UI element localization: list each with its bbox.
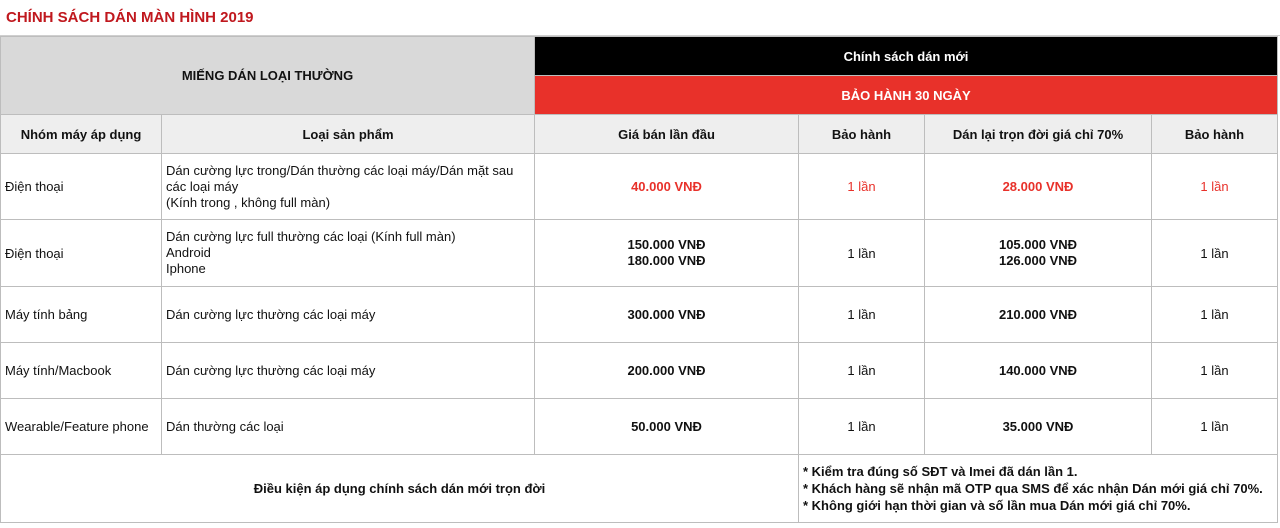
price-value: 180.000 VNĐ [627,253,706,268]
table-row [1,154,1278,220]
page-title: CHÍNH SÁCH DÁN MÀN HÌNH 2019 [0,0,1280,36]
cell-warranty-reapply: 1 lần [1152,287,1278,343]
column-header-reapply-price: Dán lại trọn đời giá chỉ 70% [925,115,1152,154]
cell-warranty: 1 lần [799,154,925,220]
cell-reapply-price [925,399,1152,455]
price-value: 28.000 VNĐ [1002,178,1074,194]
cell-device-group: Wearable/Feature phone [1,399,162,455]
cell-warranty: 1 lần [799,343,925,399]
product-line: Iphone [166,261,206,276]
price-value: 300.000 VNĐ [627,306,706,322]
policy-table [0,36,1278,523]
cell-warranty-reapply: 1 lần [1152,343,1278,399]
cell-device-group: Máy tính/Macbook [1,343,162,399]
price-value: 210.000 VNĐ [998,306,1078,322]
price-value: 105.000 VNĐ [998,237,1078,252]
conditions-row [1,455,1278,523]
cell-device-group: Máy tính bảng [1,287,162,343]
column-header-first-price: Giá bán lần đầu [535,115,799,154]
cell-product-type [162,399,535,455]
price-value: 150.000 VNĐ [627,237,706,252]
cell-first-price [535,343,799,399]
cell-device-group: Điện thoại [1,220,162,287]
price-value: 50.000 VNĐ [631,418,702,434]
column-header-warranty-reapply: Bảo hành [1152,115,1278,154]
cell-first-price [535,220,799,287]
header-warranty-30-days: BẢO HÀNH 30 NGÀY [535,76,1278,115]
product-line: Android [166,245,211,260]
cell-product-type [162,154,535,220]
cell-warranty: 1 lần [799,220,925,287]
cell-first-price [535,154,799,220]
cell-first-price [535,287,799,343]
product-line: (Kính trong , không full màn) [166,194,331,210]
table-row [1,399,1278,455]
header-policy: Chính sách dán mới [535,37,1278,76]
cell-reapply-price [925,287,1152,343]
cell-reapply-price [925,154,1152,220]
header-sticker-type: MIẾNG DÁN LOẠI THƯỜNG [1,37,535,115]
column-header-group: Nhóm máy áp dụng [1,115,162,154]
cell-product-type [162,343,535,399]
cell-warranty-reapply: 1 lần [1152,220,1278,287]
cell-device-group: Điện thoại [1,154,162,220]
condition-note: * Kiểm tra đúng số SĐT và Imei đã dán lần 1. [803,464,1078,479]
table-row [1,287,1278,343]
product-line: Dán cường lực thường các loại máy [166,306,376,322]
conditions-notes [799,455,1278,523]
cell-reapply-price [925,220,1152,287]
cell-reapply-price [925,343,1152,399]
price-value: 35.000 VNĐ [1002,418,1074,434]
table-row [1,220,1278,287]
product-line: Dán cường lực trong/Dán thường các loại máy/Dán mặt sau [166,162,514,178]
column-header-warranty: Bảo hành [799,115,925,154]
condition-note: * Không giới hạn thời gian và số lần mua Dán mới giá chỉ 70%. [803,498,1191,513]
cell-warranty-reapply: 1 lần [1152,154,1278,220]
product-line: Dán cường lực thường các loại máy [166,362,376,378]
column-header-product: Loại sản phẩm [162,115,535,154]
product-line: các loại máy [166,178,239,194]
cell-warranty: 1 lần [799,287,925,343]
conditions-label: Điều kiện áp dụng chính sách dán mới trọn đời [1,455,799,523]
condition-note: * Khách hàng sẽ nhận mã OTP qua SMS để xác nhận Dán mới giá chỉ 70%. [803,481,1263,496]
price-value: 126.000 VNĐ [998,253,1078,268]
price-value: 200.000 VNĐ [627,362,706,378]
cell-product-type [162,220,535,287]
cell-product-type [162,287,535,343]
price-value: 140.000 VNĐ [998,362,1078,378]
product-line: Dán cường lực full thường các loại (Kính full màn) [166,229,456,244]
cell-warranty: 1 lần [799,399,925,455]
price-value: 40.000 VNĐ [631,178,702,194]
table-row [1,343,1278,399]
cell-first-price [535,399,799,455]
product-line: Dán thường các loại [166,418,284,434]
cell-warranty-reapply: 1 lần [1152,399,1278,455]
